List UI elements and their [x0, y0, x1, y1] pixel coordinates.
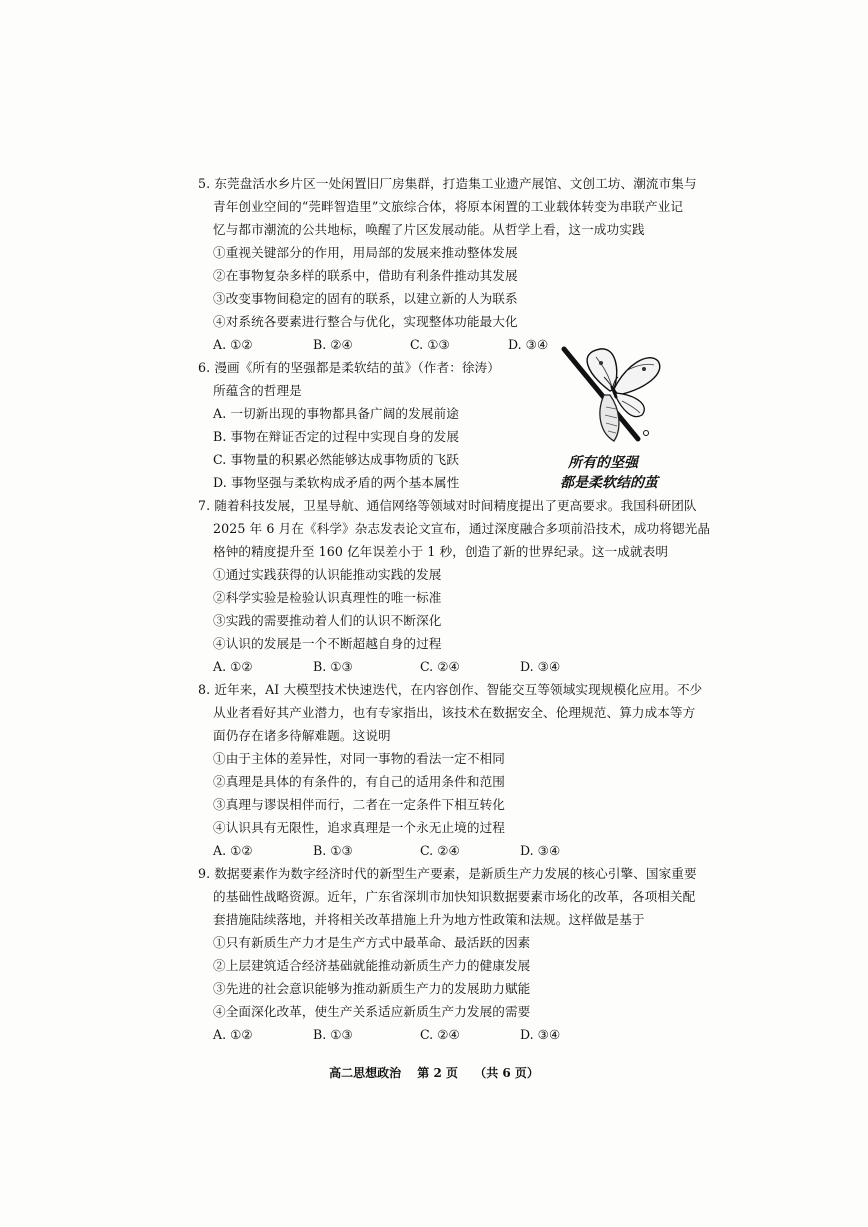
question-stem-line: 从业者看好其产业潜力，也有专家指出，该技术在数据安全、伦理规范、算力成本等方 [213, 705, 696, 720]
option-4: ④认识具有无限性，追求真理是一个永无止境的过程 [213, 820, 505, 835]
question-stem-line: 7. 随着科技发展，卫星导航、通信网络等领域对时间精度提出了更高要求。我国科研团队 [198, 498, 697, 513]
option-c: C. 事物量的积累必然能够达成事物质的飞跃 [213, 452, 459, 467]
answer-a: A. ①② [213, 337, 253, 352]
option-4: ④认识的发展是一个不断超越自身的过程 [213, 636, 442, 651]
option-1: ①通过实践获得的认识能推动实践的发展 [213, 567, 442, 582]
question-stem-line: 忆与都市潮流的公共地标，唤醒了片区发展动能。从哲学上看，这一成功实践 [213, 222, 645, 237]
answer-choices [198, 655, 653, 678]
question-8 [198, 678, 703, 862]
answer-choices [198, 1023, 653, 1046]
butterfly-cocoon-drawing [556, 343, 676, 493]
question-stem-line: 6. 漫画《所有的坚强都是柔软结的茧》（作者：徐涛） [198, 360, 500, 375]
option-d: D. 事物坚强与柔软构成矛盾的两个基本属性 [213, 475, 460, 490]
question-stem-line: 青年创业空间的“莞畔智造里”文旅综合体，将原本闲置的工业载体转变为串联产业记 [213, 199, 684, 214]
question-stem-line: 8. 近年来，AI 大模型技术快速迭代，在内容创作、智能交互等领域实现规模化应用。不少 [198, 682, 703, 697]
answer-d: D. ③④ [520, 1027, 561, 1042]
question-9 [198, 862, 697, 1046]
option-2: ②真理是具体的有条件的，有自己的适用条件和范围 [213, 774, 505, 789]
answer-a: A. ①② [213, 843, 253, 858]
footer-total-pages: （共 6 页） [474, 1066, 539, 1080]
option-3: ③实践的需要推动着人们的认识不断深化 [213, 613, 442, 628]
option-4: ④对系统各要素进行整合与优化，实现整体功能最大化 [213, 314, 518, 329]
option-2: ②科学实验是检验认识真理性的唯一标准 [213, 590, 442, 605]
option-2: ②在事物复杂多样的联系中，借助有利条件推动其发展 [213, 268, 518, 283]
option-a: A. 一切新出现的事物都具备广阔的发展前途 [213, 406, 459, 421]
question-7 [198, 494, 711, 678]
option-3: ③先进的社会意识能够为推动新质生产力的发展助力赋能 [213, 981, 531, 996]
question-5 [198, 172, 697, 356]
question-stem-line: 套措施陆续落地，并将相关改革措施上升为地方性政策和法规。这样做是基于 [213, 912, 645, 927]
question-stem-line: 5. 东莞盘活水乡片区一处闲置旧厂房集群，打造集工业遗产展馆、文创工坊、潮流市集与 [198, 176, 697, 191]
option-3: ③真理与谬误相伴而行，二者在一定条件下相互转化 [213, 797, 505, 812]
question-stem-line: 格钟的精度提升至 160 亿年误差小于 1 秒，创造了新的世界纪录。这一成就表明 [213, 544, 669, 559]
answer-c: C. ②④ [420, 1027, 460, 1042]
answer-c: C. ①③ [410, 337, 450, 352]
answer-b: B. ①③ [313, 1027, 353, 1042]
option-b: B. 事物在辩证否定的过程中实现自身的发展 [213, 429, 460, 444]
question-6 [198, 356, 558, 494]
footer-subject: 高二思想政治 [329, 1066, 402, 1080]
option-4: ④全面深化改革，使生产关系适应新质生产力发展的需要 [213, 1004, 531, 1019]
answer-choices [198, 839, 653, 862]
question-stem-line: 9. 数据要素作为数字经济时代的新型生产要素，是新质生产力发展的核心引擎、国家重要 [198, 866, 697, 881]
question-stem-line: 面仍存在诸多待解难题。这说明 [213, 728, 391, 743]
answer-b: B. ①③ [313, 659, 353, 674]
option-1: ①只有新质生产力才是生产方式中最革命、最活跃的因素 [213, 935, 531, 950]
option-1: ①重视关键部分的作用，用局部的发展来推动整体发展 [213, 245, 518, 260]
answer-c: C. ②④ [420, 659, 460, 674]
question-stem-line: 2025 年 6 月在《科学》杂志发表论文宣布，通过深度融合多项前沿技术，成功将锶光晶 [213, 521, 711, 536]
answer-a: A. ①② [213, 659, 253, 674]
answer-d: D. ③④ [508, 337, 549, 352]
option-1: ①由于主体的差异性，对同一事物的看法一定不相同 [213, 751, 505, 766]
option-3: ③改变事物间稳定的固有的联系，以建立新的人为联系 [213, 291, 518, 306]
answer-b: B. ①③ [313, 843, 353, 858]
question-stem-line: 的基础性战略资源。近年，广东省深圳市加快知识数据要素市场化的改革，各项相关配 [213, 889, 696, 904]
cartoon-caption-line-1: 所有的坚强 [568, 455, 638, 471]
cartoon-caption-line-2: 都是柔软结的茧 [560, 475, 658, 491]
answer-b: B. ②④ [313, 337, 353, 352]
answer-d: D. ③④ [520, 659, 561, 674]
answer-d: D. ③④ [520, 843, 561, 858]
page-footer [0, 1064, 868, 1081]
option-2: ②上层建筑适合经济基础就能推动新质生产力的健康发展 [213, 958, 531, 973]
footer-page-number: 第 2 页 [417, 1066, 458, 1080]
cartoon-illustration [556, 343, 676, 493]
answer-a: A. ①② [213, 1027, 253, 1042]
question-stem-line: 所蕴含的哲理是 [213, 383, 302, 398]
answer-c: C. ②④ [420, 843, 460, 858]
